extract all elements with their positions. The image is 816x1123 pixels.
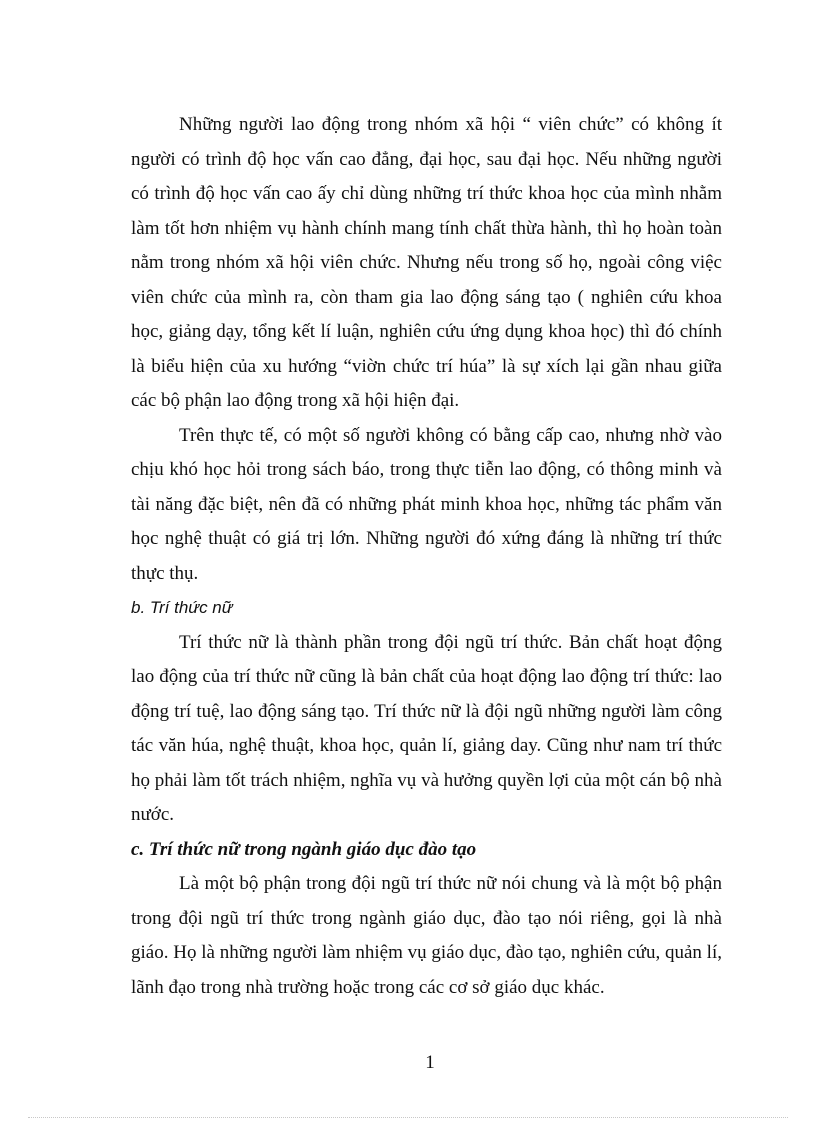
paragraph-thuc-te: Trên thực tế, có một số người không có bằng cấp cao, nhưng nhờ vào chịu khó học hỏi trong sách báo, trong thực tiễn lao động, có thông minh và tài năng đặc biệt, nên đã có những phát minh khoa học, những tác phẩm văn học nghệ thuật có giá trị lớn. Những người đó xứng đáng là những trí thức thực thụ. [131,424,722,584]
paragraph-tri-thuc-nu: Trí thức nữ là thành phần trong đội ngũ trí thức. Bản chất hoạt động lao động của trí thức nữ cũng là bản chất của hoạt động lao động trí thức: lao động trí tuệ, lao động sáng tạo. Trí thức nữ là đội ngũ những người làm công tác văn húa, nghệ thuật, khoa học, quản lí, giảng day. Cũng như nam trí thức họ phải làm tốt trách nhiệm, nghĩa vụ và hưởng quyền lợi của một cán bộ nhà nước. [131,631,722,825]
page-number: 1 [425,1052,435,1073]
paragraph-nganh-giao-duc: Là một bộ phận trong đội ngũ trí thức nữ nói chung và là một bộ phận trong đội ngũ trí thức trong ngành giáo dục, đào tạo nói riêng, gọi là nhà giáo. Họ là những người làm nhiệm vụ giáo dục, đào tạo, nghiên cứu, quản lí, lãnh đạo trong nhà trường hoặc trong các cơ sở giáo dục khác. [131,873,722,998]
paragraph-vien-chuc: Những người lao động trong nhóm xã hội “ viên chức” có không ít người có trình độ học vấn cao đẳng, đại học, sau đại học. Nếu những người có trình độ học vấn cao ấy chỉ dùng những trí thức khoa học của mình nhằm làm tốt hơn nhiệm vụ hành chính mang tính chất thừa hành, thì họ hoàn toàn nằm trong nhóm xã hội viên chức. Nhưng nếu trong số họ, ngoài công việc viên chức của mình ra, còn tham gia lao động sáng tạo ( nghiên cứu khoa học, giảng dạy, tổng kết lí luận, nghiên cứu ứng dụng khoa học) thì đó chính là biểu hiện của xu hướng “viờn chức trí húa” là sự xích lại gần nhau giữa các bộ phận lao động trong xã hội hiện đại. [131,114,722,411]
section-c-heading: c. Trí thức nữ trong ngành giáo dục đào tạo [131,838,477,860]
page-edge-divider [28,1117,788,1118]
section-b-heading: b. Trí thức nữ [131,598,233,617]
page-body [131,108,722,1005]
